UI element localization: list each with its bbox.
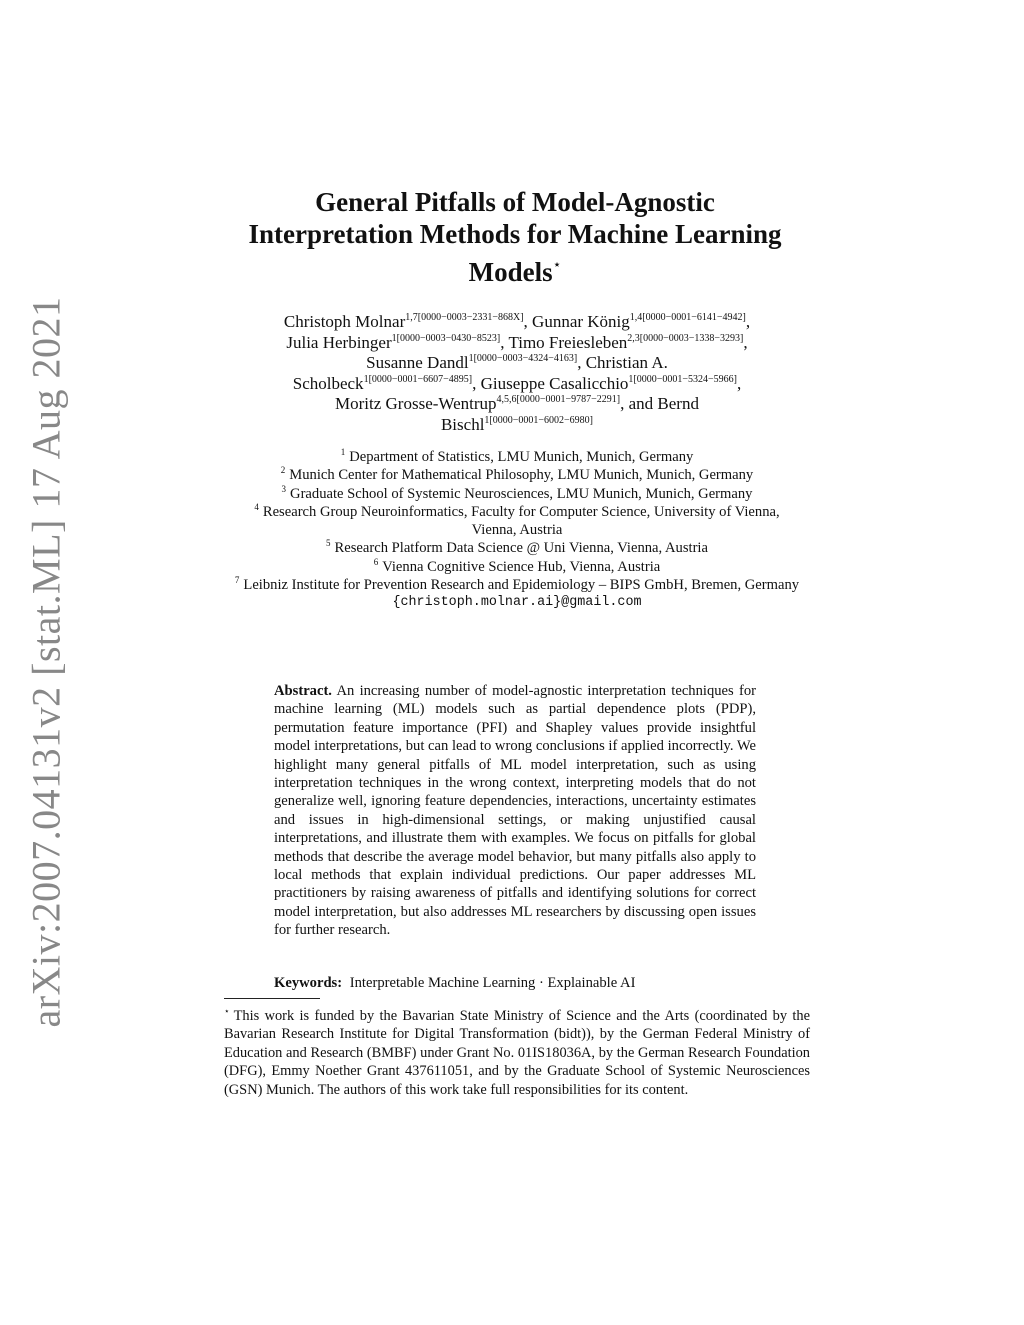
affiliation-item: $^7$ Leibniz Institute for Prevention Research and Epidemiology – BIPS GmbH, Bremen, Germany	[234, 575, 800, 594]
keywords	[274, 974, 756, 992]
author-name: Giuseppe Casalicchio	[480, 373, 629, 393]
title-line-2: Interpretation Methods for Machine Learning	[248, 219, 782, 249]
author-orcid: 2,3[0000−0003−1338−3293]	[627, 332, 744, 344]
title-footnote-star: ⋆	[552, 258, 562, 273]
title-line-1: General Pitfalls of Model-Agnostic	[315, 187, 715, 217]
contact-email: {christoph.molnar.ai}@gmail.com	[392, 595, 642, 611]
keywords-label: Keywords:	[274, 975, 343, 991]
affiliation-item: $^6$ Vienna Cognitive Science Hub, Vienna, Austria	[373, 556, 661, 575]
paper-title	[220, 186, 810, 288]
footnote-text: This work is funded by the Bavarian State Ministry of Science and the Arts (coordinated by the Bavarian Research Institute for Digital Transformation (bidt)), by the German Federal Ministry of Education and Research (BMBF) under Grant No. 01IS18036A, by the German Research Foundation (DFG), Emmy Noether Grant 437611051, and by the Graduate School of Systemic Neurosciences (GSN) Munich. The authors of this work take full responsibilities for its content.	[224, 1008, 810, 1098]
author-name: Susanne Dandl	[366, 353, 469, 372]
affiliation-item: $^3$ Graduate School of Systemic Neurosciences, LMU Munich, Munich, Germany	[281, 483, 753, 502]
author-name: Timo Freiesleben	[508, 332, 628, 352]
title-line-3: Models	[468, 257, 553, 287]
affiliation-item: $^5$ Research Platform Data Science @ Uni Vienna, Vienna, Austria	[326, 538, 708, 557]
author-orcid: 1[0000−0001−6002−6980]	[484, 414, 594, 426]
author-name: Julia Herbinger	[286, 332, 392, 352]
affiliation-item: $^1$ Department of Statistics, LMU Munich, Munich, Germany	[340, 447, 694, 465]
footnote-star: ⋆	[224, 1006, 230, 1016]
abstract	[274, 682, 756, 940]
author-name-part: , and Bernd	[620, 394, 699, 413]
author-list: Christoph Molnar$^{1,7[0000-0003-2331-868X]}$, Gunnar König$^{1,4[0000-0001-6141-4942]}$, Julia Herbinger$^{1[0000-0003-0430-8523]}$, Timo Freiesleben$^{2,3[0000-0003-1338-3293]}$, Susanne Dandl$^{1[0000-0003-4324-4163]}$, Christian A. Scholbeck$^{1[0000-0001-6607-4895]}$, Giuseppe Casalicchio$^{1[0000-0001-5324-5966]}$, Moritz Grosse-Wentrup$^{4,5,6[0000-0001-9787-2291]}$, and Bernd Bischl$^{1[0000-0001-6002-6980]}$	[283, 312, 751, 434]
keywords-text: Interpretable Machine Learning · Explainable AI	[349, 975, 636, 991]
funding-footnote	[224, 1002, 810, 1099]
author-name-part: Christian A.	[585, 353, 668, 372]
author-name-part: Bischl	[440, 414, 485, 434]
author-name: Gunnar König	[532, 312, 630, 331]
affiliation-item: $^4$ Research Group Neuroinformatics, Faculty for Computer Science, University of Vienna, Vienna, Austria	[254, 501, 780, 539]
arxiv-identifier-stamp: arXiv:2007.04131v2 [stat.ML] 17 Aug 2021	[23, 296, 69, 1028]
author-orcid: 1[0000−0001−6607−4895]	[363, 373, 473, 385]
author-orcid: 4,5,6[0000−0001−9787−2291]	[496, 394, 621, 405]
author-orcid: 1,4[0000−0001−6141−4942]	[629, 312, 746, 323]
author-name: Moritz Grosse-Wentrup	[335, 394, 497, 413]
author-orcid: 1[0000−0003−0430−8523]	[391, 332, 501, 344]
author-name-part: Scholbeck	[292, 373, 364, 393]
abstract-label: Abstract.	[274, 683, 332, 699]
affiliation-list	[222, 448, 812, 613]
affiliation-item: $^2$ Munich Center for Mathematical Philosophy, LMU Munich, Munich, Germany	[280, 465, 754, 484]
abstract-text: An increasing number of model-agnostic interpretation techniques for machine learning (ML) models such as partial dependence plots (PDP), permutation feature importance (PFI) and Shapley values provide insightful model interpretations, but can lead to wrong conclusions if applied incorrectly. We highlight many general pitfalls of ML model interpretation, such as using interpretation techniques in the wrong context, interpreting models that do not generalize well, ignoring feature dependencies, interactions, uncertainty estimates and issues in high-dimensional settings, or making unjustified causal interpretations, and illustrate them with examples. We focus on pitfalls for global methods that describe the average model behavior, but many pitfalls also apply to local methods that explain individual predictions. Our paper addresses ML practitioners by raising awareness of pitfalls and identifying solutions for correct model interpretation, but also addresses ML researchers by discussing open issues for further research.	[274, 683, 757, 939]
author-orcid: 1,7[0000−0003−2331−868X]	[405, 312, 524, 323]
footnote-divider	[224, 998, 320, 999]
author-orcid: 1[0000−0003−4324−4163]	[468, 353, 578, 364]
author-name: Christoph Molnar	[283, 312, 406, 331]
author-orcid: 1[0000−0001−5324−5966]	[628, 373, 738, 385]
